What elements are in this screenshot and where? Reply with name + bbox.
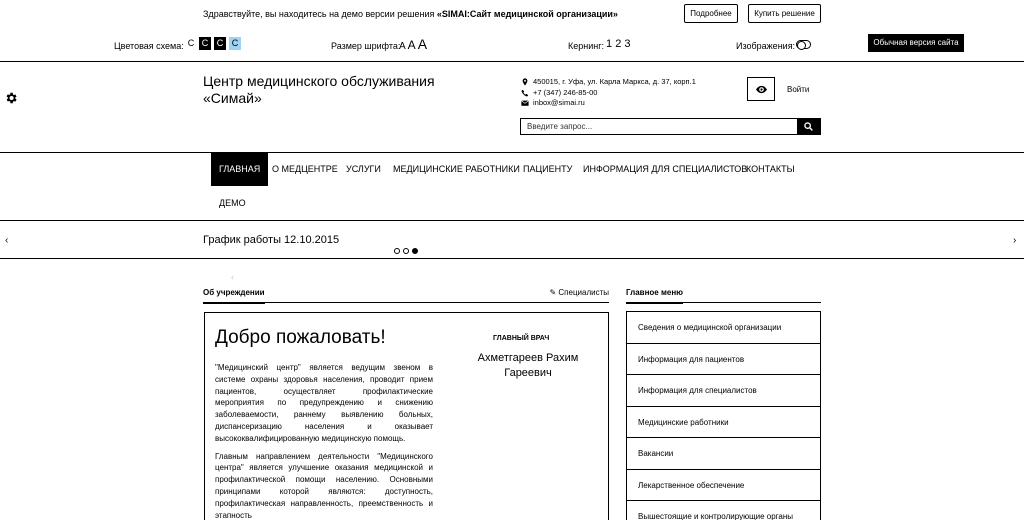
normal-version-button[interactable]: Обычная версия сайта	[868, 34, 964, 52]
content-tabs	[203, 283, 609, 303]
nav-item-patients[interactable]: ПАЦИЕНТУ	[523, 164, 573, 174]
address-row	[521, 77, 696, 88]
email-text[interactable]: inbox@simai.ru	[533, 98, 585, 107]
images-toggle[interactable]	[796, 40, 811, 49]
main-menu-item[interactable]: Лекарственное обеспечение	[627, 470, 820, 502]
more-button[interactable]: Подробнее	[684, 4, 738, 23]
chief-doctor-name[interactable]: Ахметгареев Рахим Гареевич	[477, 352, 579, 379]
demo-notice-bar	[0, 0, 1024, 28]
address-text: 450015, г. Уфа, ул. Карла Маркса, д. 37, корп.1	[533, 77, 696, 86]
main-menu-item[interactable]: Сведения о медицинской организации	[627, 312, 820, 344]
divider	[0, 61, 1024, 62]
scheme-black-button[interactable]: С	[199, 37, 211, 50]
slider-next-arrow[interactable]: ›	[1013, 235, 1017, 246]
main-menu-list	[626, 311, 821, 520]
slider-dot-active[interactable]	[412, 248, 418, 254]
scheme-dark-button[interactable]: С	[214, 37, 226, 50]
nav-item-demo[interactable]: ДЕМО	[219, 198, 246, 208]
slide-text[interactable]: График работы 12.10.2015	[203, 234, 340, 246]
font-size-large[interactable]: А	[417, 36, 428, 52]
gear-icon[interactable]	[4, 91, 18, 105]
nav-item-home[interactable]: ГЛАВНАЯ	[211, 153, 268, 186]
nav-item-contacts[interactable]: КОНТАКТЫ	[746, 164, 795, 174]
contact-info	[521, 77, 696, 109]
main-menu-title: Главное меню	[626, 288, 683, 304]
organization-name[interactable]: Центр медицинского обслуживания «Симай»	[203, 73, 435, 106]
scheme-blue-button[interactable]: С	[229, 37, 241, 50]
kerning-label: Кернинг:	[568, 41, 605, 51]
divider	[0, 220, 1024, 221]
main-menu-item[interactable]: Информация для пациентов	[627, 344, 820, 376]
email-row	[521, 98, 696, 109]
kerning-2[interactable]: 2	[615, 38, 622, 50]
welcome-panel	[204, 312, 609, 520]
search-input[interactable]: Введите запрос...	[527, 122, 593, 131]
kerning-3[interactable]: 3	[624, 38, 631, 50]
font-size-medium[interactable]: А	[407, 38, 416, 52]
color-scheme-label: Цветовая схема:	[114, 41, 184, 51]
visually-impaired-button[interactable]	[747, 77, 775, 101]
main-menu-item[interactable]: Медицинские работники	[627, 407, 820, 439]
slider-dot[interactable]	[403, 248, 409, 254]
font-size-options	[399, 36, 429, 54]
nav-item-services[interactable]: УСЛУГИ	[346, 164, 381, 174]
welcome-title: Добро пожаловать!	[215, 327, 386, 348]
search-icon	[804, 122, 813, 131]
images-label: Изображения:	[736, 41, 796, 51]
main-menu-item[interactable]: Вышестоящие и контролирующие органы	[627, 501, 820, 520]
tab-specialists-label: Специалисты	[558, 288, 609, 297]
main-menu-item[interactable]: Вакансии	[627, 438, 820, 470]
nav-item-about[interactable]: О МЕДЦЕНТРЕ	[272, 164, 338, 174]
font-size-label: Размер шрифта:	[331, 41, 401, 51]
login-link[interactable]: Войти	[787, 85, 810, 94]
welcome-text	[215, 362, 433, 520]
slider-prev-arrow[interactable]: ‹	[5, 235, 9, 246]
slider-dot[interactable]	[394, 248, 400, 254]
divider	[0, 258, 1024, 259]
envelope-icon	[521, 99, 529, 107]
demo-notice: Здравствуйте, вы находитесь на демо версии решения «SIMAI:Сайт медицинской организации»	[203, 9, 618, 19]
scheme-white-button[interactable]: С	[185, 37, 197, 50]
phone-row	[521, 88, 696, 99]
tab-specialists[interactable]	[549, 288, 609, 297]
eye-icon	[756, 85, 767, 94]
kerning-options	[606, 38, 631, 50]
phone-icon	[521, 89, 529, 97]
welcome-paragraph: "Медицинский центр" является ведущим звеном в системе охраны здоровья населения, проводит прием пациентов, осуществляет профилактические мероприятия по предупреждению и снижению заболеваемости, раннему выявлению больных, диспансеризацию населения и оказывает высококвалифицированную медицинскую помощь.	[215, 363, 433, 443]
nav-item-specialists-info[interactable]: ИНФОРМАЦИЯ ДЛЯ СПЕЦИАЛИСТОВ	[583, 164, 748, 174]
search-box	[520, 118, 821, 135]
main-menu-item[interactable]: Информация для специалистов	[627, 375, 820, 407]
faint-arrow-icon: ‹	[231, 272, 234, 282]
accessibility-bar	[0, 33, 1024, 57]
nav-item-medical-staff[interactable]: МЕДИЦИНСКИЕ РАБОТНИКИ	[393, 164, 520, 174]
chief-doctor-title: ГЛАВНЫЙ ВРАЧ	[493, 335, 550, 342]
tab-about[interactable]: Об учреждении	[203, 288, 265, 304]
map-marker-icon	[521, 78, 529, 86]
buy-solution-button[interactable]: Купить решение	[748, 4, 821, 23]
slider-dots	[394, 248, 418, 254]
phone-text[interactable]: +7 (347) 246-85-00	[533, 87, 598, 97]
kerning-1[interactable]: 1	[606, 38, 613, 50]
paperclip-icon: ✎	[549, 288, 557, 297]
font-size-small[interactable]: А	[399, 41, 406, 52]
search-button[interactable]	[797, 118, 821, 135]
welcome-paragraph: Главным направлением деятельности "Медицинского центра" является улучшение оказания медицинской и профилактической помощи населению. Основными принципами которой являются: доступность, профилактическая направленность, преемственность и этапность	[215, 451, 433, 520]
